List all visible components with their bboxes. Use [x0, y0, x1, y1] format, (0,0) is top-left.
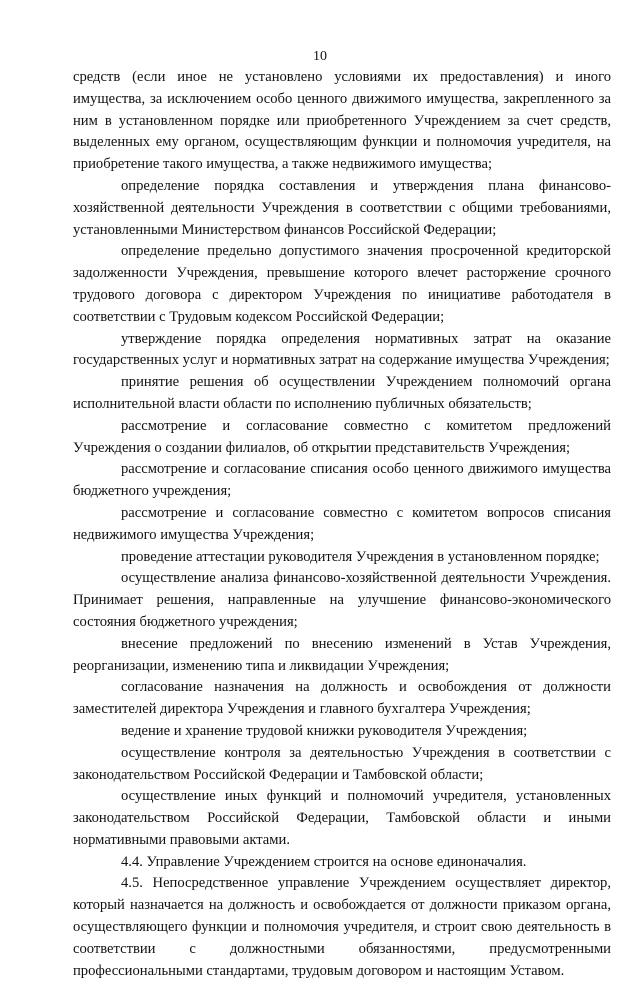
paragraph-section-4-5: 4.5. Непосредственное управление Учреждением осуществляет директор, который назначается на должность и освобождается от должности приказом органа, осуществляющего функции и полномочия учредителя, и строит свою деятельность в соответствии с должностными обязанностями, предусмотренными профессиональными стандартами, трудовым договором и настоящим Уставом.: [73, 875, 611, 979]
paragraph-other-functions: осуществление иных функций и полномочий учредителя, установленных законодательством Российской Федерации, Тамбовской области и иными нормативными правовыми актами.: [73, 788, 611, 848]
paragraph-continuation: средств (если иное не установлено условиями их предоставления) и иного имущества, за исключением особо ценного движимого имущества, закрепленного за ним в установленном порядке или приобретенного Учреждением за счет средств, выделенных ему органом, осуществляющим функции и полномочия учредителя, на приобретение такого имущества, а также недвижимого имущества;: [73, 69, 611, 173]
paragraph-normative-costs: утверждение порядка определения нормативных затрат на оказание государственных услуг и нормативных затрат на содержание имущества Учреждения;: [73, 330, 611, 369]
paragraph-work-book: ведение и хранение трудовой книжки руководителя Учреждения;: [121, 722, 528, 739]
paragraph-control: осуществление контроля за деятельностью Учреждения в соответствии с законодательством Российской Федерации и Тамбовской области;: [73, 744, 611, 783]
paragraph-plan-approval: определение порядка составления и утверждения плана финансово-хозяйственной деятельности Учреждения в соответствии с общими требованиями, установленными Министерством финансов Российской Федерации;: [73, 177, 611, 238]
paragraph-deputy-appointment: согласование назначения на должность и освобождения от должности заместителей директора Учреждения и главного бухгалтера Учреждения;: [73, 679, 611, 718]
paragraph-branches: рассмотрение и согласование совместно с комитетом предложений Учреждения о создании филиалов, об открытии представительств Учреждения;: [73, 417, 611, 456]
paragraph-real-estate: рассмотрение и согласование совместно с комитетом вопросов списания недвижимого имущества Учреждения;: [73, 504, 611, 543]
page-number: 10: [313, 49, 327, 64]
paragraph-public-obligations: принятие решения об осуществлении Учреждением полномочий органа исполнительной власти области по исполнению публичных обязательств;: [73, 374, 611, 412]
paragraph-movable-property: рассмотрение и согласование списания особо ценного движимого имущества бюджетного учреждения;: [73, 461, 611, 500]
paragraph-attestation: проведение аттестации руководителя Учреждения в установленном порядке;: [121, 548, 600, 565]
document-body: [73, 67, 611, 982]
paragraph-section-4-4: 4.4. Управление Учреждением строится на основе единоначалия.: [121, 853, 527, 870]
paragraph-financial-analysis: осуществление анализа финансово-хозяйственной деятельности Учреждения. Принимает решения, направленные на улучшение финансово-экономического состояния бюджетного учреждения;: [73, 570, 611, 630]
paragraph-overdue-debt: определение предельно допустимого значения просроченной кредиторской задолженности Учреждения, превышение которого влечет расторжение срочного трудового договора с директором Учреждения по инициативе работодателя в соответствии с Трудовым кодексом Российской Федерации;: [73, 243, 611, 325]
paragraph-charter-changes: внесение предложений по внесению изменений в Устав Учреждения, реорганизации, изменению типа и ликвидации Учреждения;: [73, 635, 611, 674]
